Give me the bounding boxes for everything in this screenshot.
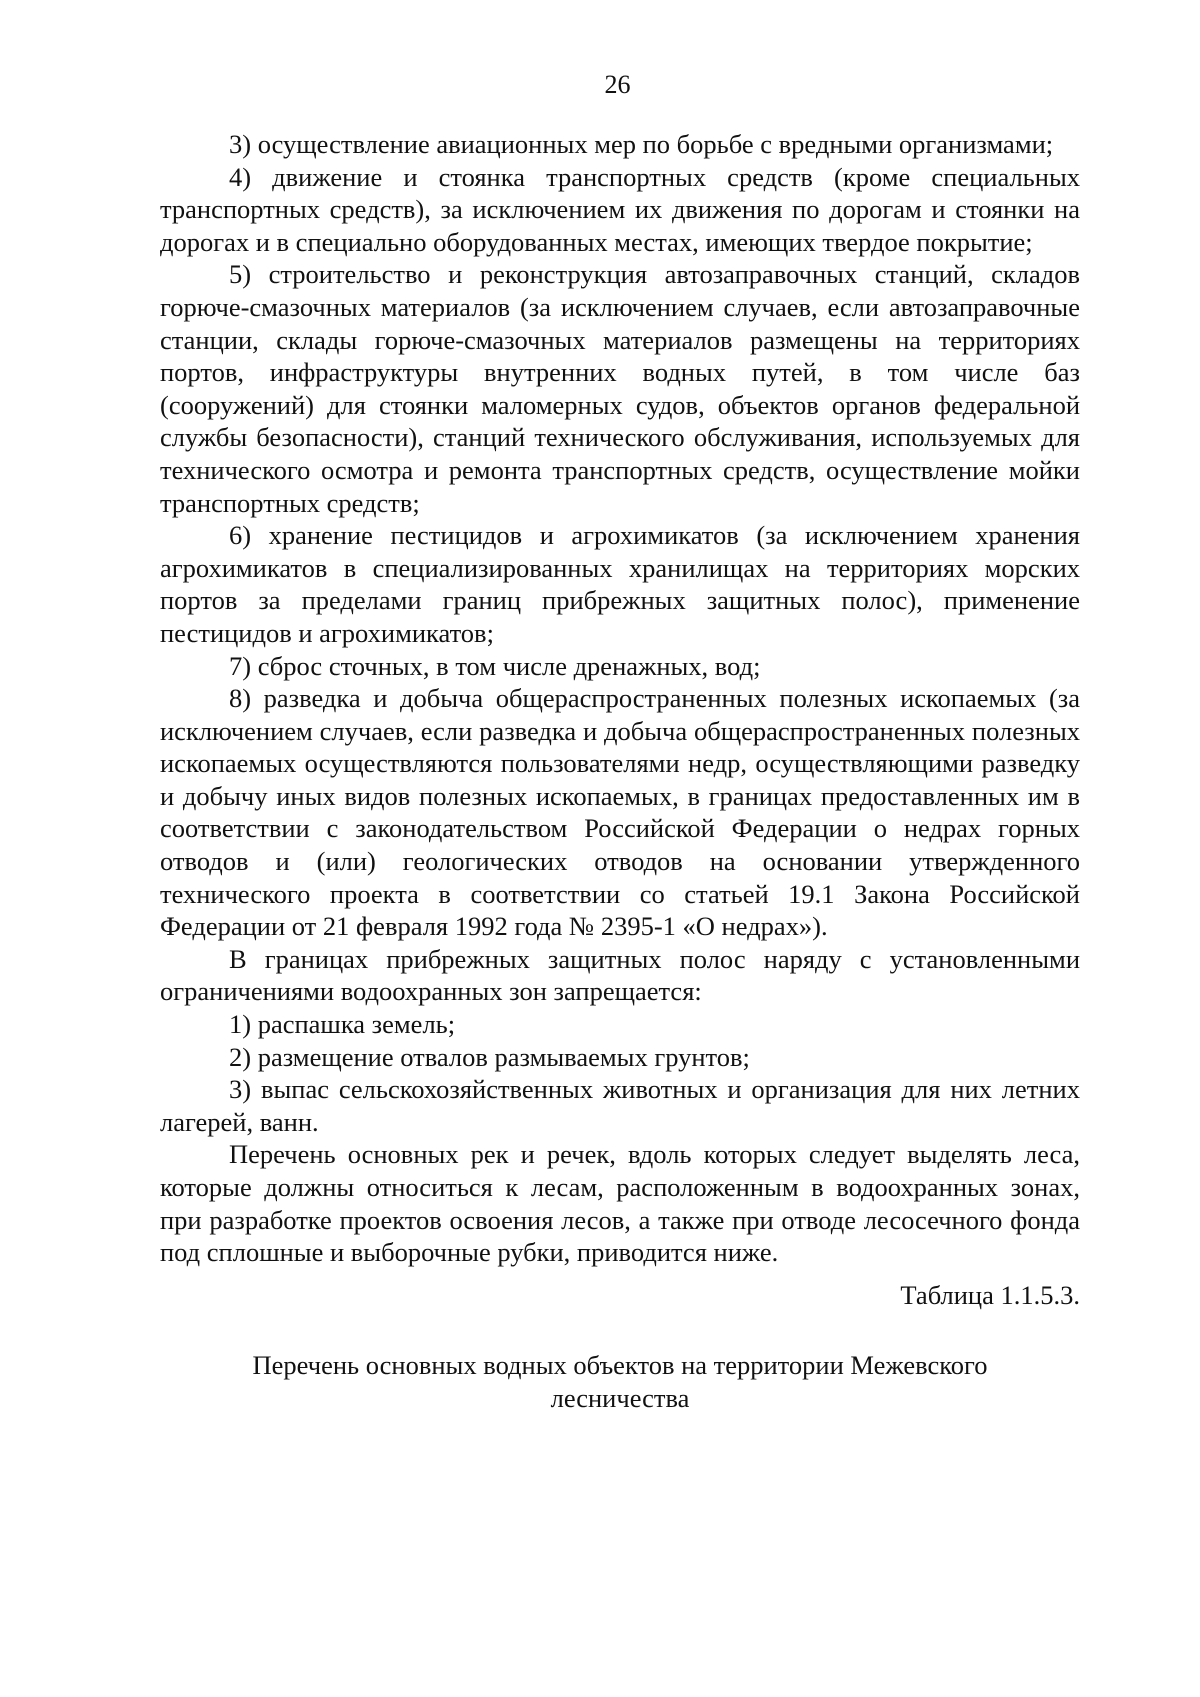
paragraph-rivers-list-intro: Перечень основных рек и речек, вдоль которых следует выделять леса, которые должны относиться к лесам, расположенным в водоохранных зонах, при разработке проектов освоения лесов, а также при отводе лесосечного фонда под сплошные и выборочные рубки, приводится ниже.: [160, 1139, 1080, 1268]
paragraph-strip-item-2-dumps: 2) размещение отвалов размываемых грунтов;: [229, 1041, 750, 1072]
paragraph-item-4-vehicles: 4) движение и стоянка транспортных средств (кроме специальных транспортных средств), за исключением их движения по дорогам и стоянки на дорогах и в специально оборудованных местах, имеющих твердое покрытие;: [160, 161, 1080, 257]
paragraph-strip-item-3-grazing: 3) выпас сельскохозяйственных животных и организация для них летних лагерей, ванн.: [160, 1074, 1080, 1137]
paragraph-item-5-construction: 5) строительство и реконструкция автозаправочных станций, складов горюче-смазочных материалов (за исключением случаев, если автозаправочные станции, склады горюче-смазочных материалов размещены на территориях портов, инфраструктуры внутренних водных путей, в том числе баз (сооружений) для стоянки маломерных судов, объектов органов федеральной службы безопасности), станций технического обслуживания, используемых для технического осмотра и ремонта транспортных средств, осуществление мойки транспортных средств;: [160, 259, 1080, 518]
page-number: 26: [604, 70, 631, 99]
table-label: Таблица 1.1.5.3.: [900, 1279, 1080, 1310]
paragraph-item-6-pesticides: 6) хранение пестицидов и агрохимикатов (за исключением хранения агрохимикатов в специализированных хранилищах на территориях морских портов за пределами границ прибрежных защитных полос), применение пестицидов и агрохимикатов;: [160, 520, 1080, 648]
paragraph-item-3-aviation: 3) осуществление авиационных мер по борьбе с вредными организмами;: [229, 129, 1054, 159]
paragraph-item-8-mining: 8) разведка и добыча общераспространенных полезных ископаемых (за исключением случаев, если разведка и добыча общераспространенных полезных ископаемых осуществляются пользователями недр, осуществляющими разведку и добычу иных видов полезных ископаемых, в границах предоставленных им в соответствии с законодательством Российской Федерации о недрах горных отводов и (или) геологических отводов на основании утвержденного технического проекта в соответствии со статьей 19.1 Закона Российской Федерации от 21 февраля 1992 года № 2395-1 «О недрах»).: [160, 683, 1080, 942]
paragraph-item-7-wastewater: 7) сброс сточных, в том числе дренажных, вод;: [229, 650, 761, 681]
table-caption: Перечень основных водных объектов на территории Межевского лесничества: [252, 1350, 988, 1413]
paragraph-strip-item-1-plowing: 1) распашка земель;: [229, 1009, 456, 1040]
paragraph-coastal-strip-intro: В границах прибрежных защитных полос наряду с установленными ограничениями водоохранных зон запрещается:: [160, 943, 1080, 1007]
document-body: [160, 128, 1080, 1415]
